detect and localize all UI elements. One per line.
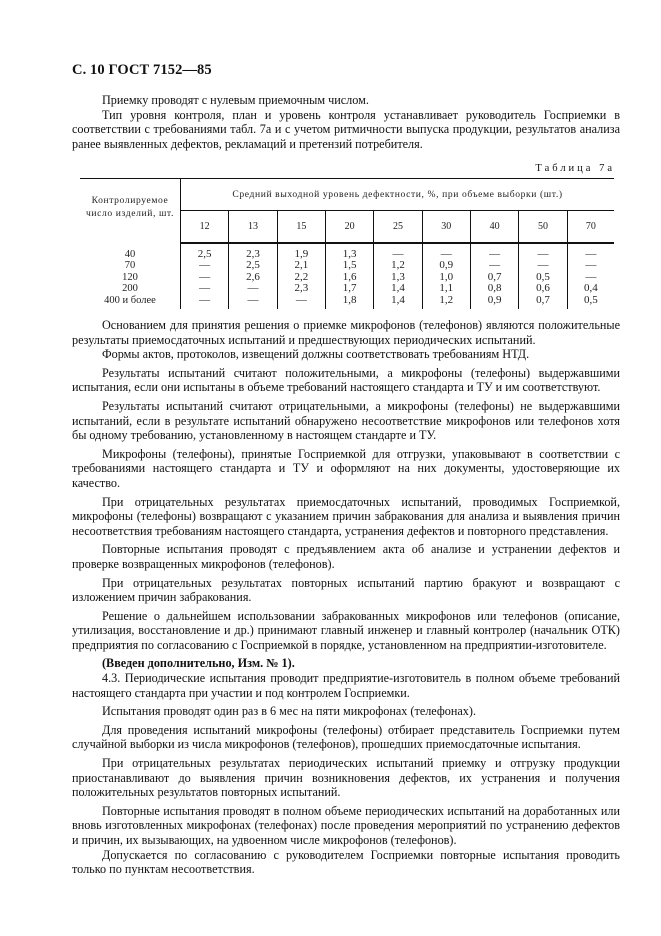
- paragraph: Формы актов, протоколов, извещений должны соответствовать требованиям НТД.: [102, 347, 530, 362]
- table-cell: 2,3: [277, 283, 325, 294]
- table-cell: —: [229, 283, 277, 294]
- table-cell: 1,8: [325, 295, 373, 309]
- column-header: 25: [374, 210, 422, 243]
- table-cell: 0,9: [422, 260, 470, 271]
- table-cell: 1,3: [325, 243, 373, 260]
- table-cell: 1,3: [374, 272, 422, 283]
- paragraph: Основанием для принятия решения о приемке микрофонов (телефонов) являются положительные результаты приемосдаточных испытаний и предшествующих периодических испытаний.: [72, 318, 620, 347]
- table-cell: —: [470, 243, 518, 260]
- table-cell: 0,7: [470, 272, 518, 283]
- paragraph: Результаты испытаний считают отрицательными, а микрофоны (телефоны) не выдержавшими испытаний, если в результате испытаний обнаружено несоответствие микрофонов или телефонов хотя бы одному требованию, установленному в настоящем стандарте и ТУ.: [72, 398, 620, 443]
- column-header: 50: [519, 210, 567, 243]
- table-cell: —: [585, 248, 597, 260]
- paragraph: Тип уровня контроля, план и уровень контроля устанавливает руководитель Госприемки в соответствии с требованиями табл. 7а и с учетом ритмичности выпуска продукции, результатов анализа ранее выявленных дефектов, рекламаций и претензий потребителя.: [72, 107, 620, 151]
- table-cell: —: [374, 243, 422, 260]
- row-label: 40: [80, 243, 181, 260]
- table-cell: 0,8: [470, 283, 518, 294]
- paragraph: Решение о дальнейшем использовании забракованных микрофонов или телефонов (описание, утилизация, восстановление и др.) принимают главный инженер и главный контролер (начальник ОТК) предприятия по согласованию с Госприемкой в порядке, установленном на предприятии-изготовителе.: [72, 608, 620, 652]
- table-cell: 2,3: [229, 243, 277, 260]
- row-label: 120: [80, 272, 181, 283]
- table-caption: Таблица 7а: [535, 163, 615, 174]
- table-cell: —: [181, 272, 229, 283]
- paragraph: Приемку проводят с нулевым приемочным числом.: [102, 93, 369, 107]
- section-4-3: 4.3. Периодические испытания проводит предприятие-изготовитель в полном объеме требований настоящего стандарта при участии и под контролем Госприемки.: [72, 671, 620, 700]
- column-header: 30: [422, 210, 470, 243]
- paragraph: Испытания проводят один раз в 6 мес на пяти микрофонах (телефонах).: [102, 704, 476, 719]
- paragraph: Результаты испытаний считают положительными, а микрофоны (телефоны) выдержавшими испытания, если они испытаны в объеме требований настоящего стандарта и ТУ и им соответствуют.: [72, 365, 620, 395]
- paragraph: Повторные испытания проводят в полном объеме периодических испытаний на доработанных или вновь изготовленных микрофонах (телефонах) после проведения мероприятий по устранению дефектов и причин, их вызывающих, на удвоенном числе микрофонов (телефонов).: [72, 803, 620, 847]
- column-header: 20: [325, 210, 373, 243]
- table-cell: —: [229, 295, 277, 309]
- body-text: [72, 318, 620, 877]
- table-cell: 1,7: [325, 283, 373, 294]
- table-cell: —: [585, 259, 597, 272]
- table-cell: 0,5: [519, 272, 567, 283]
- column-header: 70: [567, 210, 614, 243]
- paragraph: Повторные испытания проводят с предъявлением акта об анализе и устранении дефектов и проверке возвращенных микрофонов (телефонов).: [72, 542, 620, 571]
- defect-level-table: [80, 178, 614, 309]
- paragraph: При отрицательных результатах повторных испытаний партию бракуют и возвращают с изложением причин забракования.: [72, 575, 620, 605]
- row-header: Контролируемое число изделий, шт.: [80, 179, 181, 244]
- table-cell: —: [585, 270, 597, 283]
- table-cell: 0,9: [470, 295, 518, 309]
- table-cell: —: [470, 260, 518, 271]
- table-row: [80, 295, 614, 309]
- table-cell: 1,1: [422, 283, 470, 294]
- paragraph: При отрицательных результатах приемосдаточных испытаний, проводимых Госприемкой, микрофоны (телефоны) возвращают с указанием причин забракования для анализа и выявления причин несоответствия требованиям настоящего стандарта, устранения дефектов и повторного представления.: [72, 494, 620, 538]
- table-cell: 1,5: [325, 260, 373, 271]
- row-label: 70: [80, 260, 181, 271]
- table-cell: —: [519, 243, 567, 260]
- table-cell: 2,5: [181, 243, 229, 260]
- table-cell: 0,5: [583, 293, 598, 306]
- group-header: Средний выходной уровень дефектности, %, при объеме выборки (шт.): [181, 179, 615, 211]
- table-cell: —: [181, 260, 229, 271]
- table-cell: —: [422, 243, 470, 260]
- column-header: 13: [229, 210, 277, 243]
- table-cell: —: [277, 295, 325, 309]
- table-cell: 1,2: [422, 295, 470, 309]
- table-cell: 2,2: [277, 272, 325, 283]
- amendment-note: (Введен дополнительно, Изм. № 1).: [102, 656, 295, 671]
- table-row: [80, 283, 614, 294]
- table-cell: 1,6: [325, 272, 373, 283]
- table-cell: 1,9: [277, 243, 325, 260]
- table-cell: 2,5: [229, 260, 277, 271]
- table-cell: 0,4: [583, 282, 598, 295]
- table-cell: 1,0: [422, 272, 470, 283]
- table-cell: 2,1: [277, 260, 325, 271]
- paragraph: Для проведения испытаний микрофоны (телефоны) отбирает представитель Госприемки путем случайной выборки из числа микрофонов (телефонов), прошедших приемосдаточные испытания.: [72, 722, 620, 752]
- row-label: 200: [80, 283, 181, 294]
- table-cell: —: [181, 295, 229, 309]
- column-header: 15: [277, 210, 325, 243]
- table-cell: —: [519, 260, 567, 271]
- paragraph: Допускается по согласованию с руководителем Госприемки повторные испытания проводить только по пунктам несоответствия.: [72, 847, 620, 877]
- page-running-title: С. 10 ГОСТ 7152—85: [72, 62, 212, 78]
- table-cell: 1,2: [374, 260, 422, 271]
- table-cell: 1,4: [374, 283, 422, 294]
- table-cell: 1,4: [374, 295, 422, 309]
- table-cell: 0,7: [519, 295, 567, 309]
- column-header: 40: [470, 210, 518, 243]
- table-row: [80, 243, 614, 260]
- row-label: 400 и более: [80, 295, 181, 309]
- column-header: 12: [181, 210, 229, 243]
- table-cell: —: [181, 283, 229, 294]
- paragraph: Микрофоны (телефоны), принятые Госприемкой для отгрузки, упаковывают в соответствии с требованиями настоящего стандарта и ТУ и оформляют на них документы, удостоверяющие их качество.: [72, 446, 620, 490]
- table-cell: 2,6: [229, 272, 277, 283]
- intro-text: [72, 93, 620, 151]
- paragraph: При отрицательных результатах периодических испытаний приемку и отгрузку продукции приостанавливают до выявления причин возникновения дефектов, их устранения и получения положительных результатов повторных испытаний.: [72, 756, 620, 800]
- table-cell: 0,6: [519, 283, 567, 294]
